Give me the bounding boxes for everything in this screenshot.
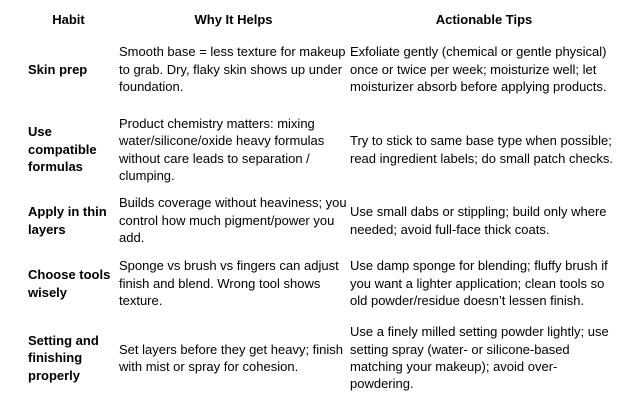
header-why-it-helps: Why It Helps (194, 12, 273, 28)
tips-text: Use small dabs or stippling; build only where needed; avoid full-face thick coats. (350, 204, 607, 237)
why-cell (115, 107, 348, 192)
tips-text: Try to stick to same base type when possible; read ingredient labels; do small patch checks. (350, 133, 614, 166)
table-row (22, 318, 618, 398)
habit-cell (22, 318, 115, 398)
why-text: Smooth base = less texture for makeup to grab. Dry, flaky skin shows up under foundation. (119, 44, 346, 95)
table-header-row (22, 8, 618, 32)
why-text: Set layers before they get heavy; finish with mist or spray for cohesion. (119, 341, 344, 374)
tips-cell (348, 32, 618, 107)
tips-cell (348, 107, 618, 192)
habit-text: Apply in thin layers (28, 204, 107, 237)
table-row (22, 32, 618, 107)
habit-text: Choose tools wisely (28, 267, 111, 300)
habits-table (22, 8, 618, 398)
table-row (22, 249, 618, 318)
header-habit: Habit (52, 12, 85, 28)
table-row (22, 107, 618, 192)
habit-cell (22, 192, 115, 249)
habit-text: Skin prep (28, 61, 88, 77)
tips-text: Exfoliate gently (chemical or gentle physical) once or twice per week; moisturize well; let moisturizer absorb before applying products. (350, 44, 607, 95)
why-text: Product chemistry matters: mixing water/silicone/oxide heavy formulas without care leads to separation / clumping. (119, 115, 325, 183)
habit-cell (22, 32, 115, 107)
why-text: Builds coverage without heaviness; you control how much pigment/power you add. (119, 195, 347, 246)
why-text: Sponge vs brush vs fingers can adjust finish and blend. Wrong tool shows texture. (119, 258, 339, 309)
tips-cell (348, 318, 618, 398)
table-row (22, 192, 618, 249)
tips-text: Use a finely milled setting powder lightly; use setting spray (water- or silicone-based matching your makeup); avoid over-powdering. (350, 324, 609, 392)
tips-cell (348, 192, 618, 249)
why-cell (115, 318, 348, 398)
habit-text: Use compatible formulas (28, 124, 97, 175)
tips-cell (348, 249, 618, 318)
why-cell (115, 32, 348, 107)
header-actionable-tips: Actionable Tips (435, 12, 533, 28)
why-cell (115, 192, 348, 249)
habit-cell (22, 107, 115, 192)
tips-text: Use damp sponge for blending; fluffy brush if you want a lighter application; clean tools so old powder/residue doesn’t lessen finish. (350, 258, 608, 309)
habit-text: Setting and finishing properly (28, 332, 99, 383)
habit-cell (22, 249, 115, 318)
why-cell (115, 249, 348, 318)
